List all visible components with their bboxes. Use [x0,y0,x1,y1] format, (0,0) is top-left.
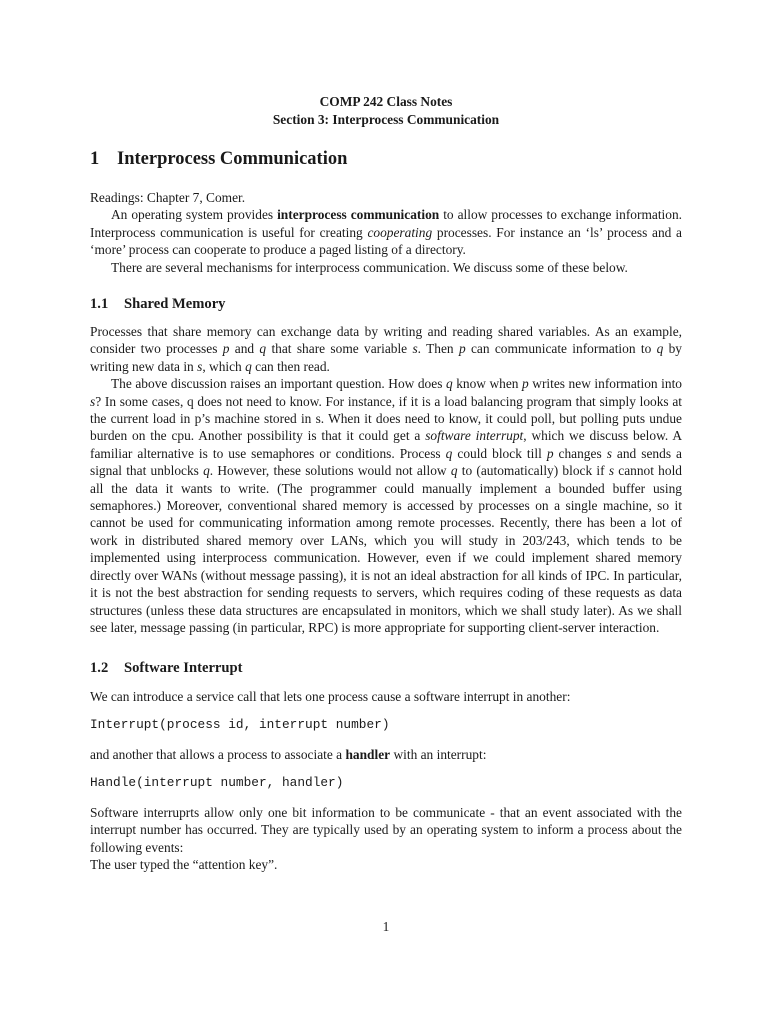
paragraph: The above discussion raises an important question. How does q know when p writes new information into s? In some cases, q does not need to know. For instance, if it is a load balancing program that simply looks at the current load in p’s machine stored in s. When it does need to know, it could poll, but polling puts undue burden on the cpu. Another possibility is that it could get a software interrupt, which we discuss below. A familiar alternative is to use semaphores or conditions. Process q could block till p changes s and sends a signal that unblocks q. However, these solutions would not allow q to (automatically) block if s cannot hold all the data it wants to write. (The programmer could manually implement a bounded buffer using semaphores.) Moreover, conventional shared memory is accessed by processes on a single machine, so it cannot be used for communicating information among remote processes. Recently, there has been a lot of work in distributed shared memory over LANs, which you will study in 203/243, which tends to be implemented using interprocess communication. However, even if we could implement shared memory directly over WANs (without message passing), it is not an ideal abstraction for all kinds of IPC. In particular, it is not the best abstraction for sending requests to servers, which requires coding of these requests as data structures (unless these data structures are encapsulated in monitors, which we shall study later). As we shall see later, message passing (in particular, RPC) is more appropriate for supporting client-server interaction. [90,376,683,635]
paragraph: The user typed the “attention key”. [90,857,278,873]
page-number: 1 [382,919,390,934]
section-number: 1 [90,149,100,169]
section-1-2-heading [90,660,243,677]
section-1-2-p2: and another that allows a process to associate a handler with an interrupt: [90,747,487,762]
section-1-2-p1: We can introduce a service call that lets one process cause a software interrupt in another: [90,689,571,704]
section-number: 1.1 [90,296,109,312]
section-1-1-heading [90,296,225,313]
paragraph: There are several mechanisms for interprocess communication. We discuss some of these below. [111,259,628,275]
paragraph: Software interruprts allow only one bit information to be communicate - that an event associated with the interrupt number has occurred. They are typically used by an operating system to inform a process about the following events: [90,805,682,855]
code-interrupt: Interrupt(process id, interrupt number) [90,717,390,732]
code-handle: Handle(interrupt number, handler) [90,775,344,790]
section-1-2-body [90,804,682,874]
section-title: Interprocess Communication [117,149,348,169]
section-title: Software Interrupt [124,660,243,676]
readings-line: Readings: Chapter 7, Comer. [90,190,246,205]
section-title: Shared Memory [124,296,226,312]
section-1-body [90,189,682,276]
header-section: Section 3: Interprocess Communication [272,112,500,127]
section-number: 1.2 [90,660,109,676]
paragraph: Processes that share memory can exchange data by writing and reading shared variables. As an example, consider two processes p and q that share some variable s. Then p can communicate information to q by writing new data in s, which q can then read. [90,324,683,374]
header-course: COMP 242 Class Notes [319,94,453,109]
section-1-1-body [90,323,682,636]
section-1-heading [90,151,347,168]
paragraph: An operating system provides interprocess communication to allow processes to exchange information. Interprocess communication is useful for creating cooperating processes. For instance an ‘ls’ process and a ‘more’ process can cooperate to produce a paged listing of a directory. [90,207,682,258]
